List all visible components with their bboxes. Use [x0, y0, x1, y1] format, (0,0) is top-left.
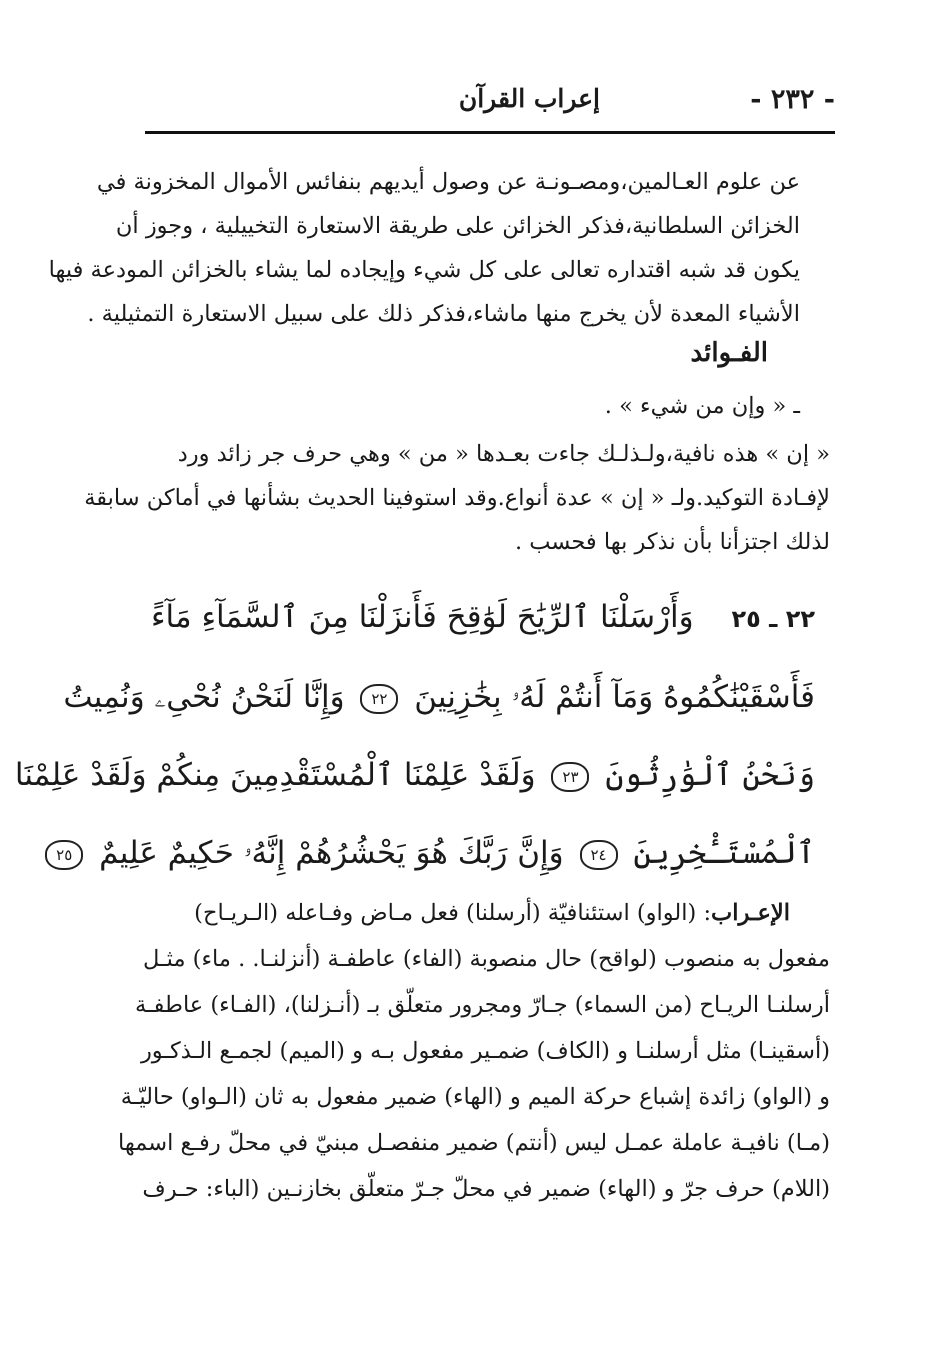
text-line: « إن » هذه نافية،ولـذلـك جاءت بعـدها « من » وهي حرف جر زائد ورد — [177, 441, 830, 467]
text-line: الأشياء المعدة لأن يخرج منها ماشاء،فذكر ذلك على سبيل الاستعارة التمثيلية . — [87, 301, 800, 327]
verse-text: فَأَسْقَيْنَٰكُمُوهُ وَمَآ أَنتُمْ لَهُۥ بِخَٰزِنِينَ — [414, 679, 815, 715]
intro-paragraph — [48, 160, 800, 336]
verse-text: وَإِنَّا لَنَحْنُ نُحْىِۦ وَنُمِيتُ — [63, 679, 345, 715]
text-line: (اللام) حرف جرّ و (الهاء) ضمير في محلّ جـرّ متعلّق بخازنـين (الباء: حـرف — [142, 1176, 830, 1202]
text-line: ـ « وإن من شيء » . — [604, 393, 800, 419]
text-line — [140, 890, 830, 936]
ayah-number-marker: ٢٤ — [580, 840, 618, 870]
text-line: (مـا) نافيـة عاملة عمـل ليس (أنتم) ضمير منفصـل مبنيّ في محلّ رفـع اسمها — [118, 1130, 830, 1156]
text-line: أرسلنـا الريـاح (من السماء) جـارّ ومجرور متعلّق بـ (أنـزلنا)، (الفـاء) عاطفـة — [135, 992, 830, 1018]
verse-text: وَنَحْنُ ٱلْوَٰرِثُونَ — [605, 757, 815, 793]
ayah-number-marker: ٢٢ — [360, 684, 398, 714]
irab-label: الإعـراب — [711, 900, 790, 926]
verse-line-1 — [150, 578, 815, 658]
text-line: الخزائن السلطانية،فذكر الخزائن على طريقة الاستعارة التخييلية ، وجوز أن — [115, 213, 800, 239]
text-line: يكون قد شبه اقتداره تعالى على كل شيء وإيجاده لما يشاء بالخزائن المودعة فيها — [48, 257, 800, 283]
running-title: إعراب القرآن — [458, 84, 600, 113]
quran-verse-block — [14, 578, 815, 892]
text-line: مفعول به منصوب (لواقح) حال منصوبة (الفاء) عاطفـة (أنزلنـا. . ماء) مثـل — [143, 946, 830, 972]
ayah-number-marker: ٢٥ — [45, 840, 83, 870]
header-rule — [145, 131, 835, 134]
note-paragraph — [84, 432, 830, 564]
verse-text: وَلَقَدْ عَلِمْنَا ٱلْمُسْتَقْدِمِينَ مِنكُمْ وَلَقَدْ عَلِمْنَا — [14, 757, 536, 793]
text-line: لإفـادة التوكيد.ولـ « إن » عدة أنواع.وقد استوفينا الحديث بشأنها في أماكن سابقة — [84, 485, 830, 511]
verse-line-2 — [63, 658, 815, 736]
text-line: (أسقينـا) مثل أرسلنـا و (الكاف) ضمـير مفعول بـه و (الميم) لجمـع الـذكـور — [140, 1038, 830, 1064]
verse-text: وَأَرْسَلْنَا ٱلرِّيَٰحَ لَوَٰقِحَ فَأَنزَلْنَا مِنَ ٱلسَّمَآءِ مَآءً — [150, 599, 694, 635]
verse-line-4 — [56, 814, 815, 892]
page-header — [145, 78, 835, 134]
page-number: - ٢٣٢ - — [750, 84, 835, 115]
text-line: و (الواو) زائدة إشباع حركة الميم و (الهاء) ضمير مفعول به ثان (الـواو) حاليّـة — [120, 1084, 830, 1110]
irab-text: : (الواو) استئنافيّة (أرسلنا) فعل مـاض وفـاعله (الـريـاح) — [194, 900, 712, 926]
text-line: لذلك اجتزأنا بأن نذكر بها فحسب . — [514, 529, 830, 555]
verse-text: ٱلْمُسْتَـْٔخِرِينَ — [633, 835, 815, 871]
ayah-number-marker: ٢٣ — [551, 762, 589, 792]
text-line: عن علوم العـالمين،ومصـونـة عن وصول أيديهم بنفائس الأموال المخزونة في — [96, 169, 800, 195]
verse-line-3 — [14, 736, 815, 814]
irab-paragraph — [118, 890, 830, 1212]
verse-text: وَإِنَّ رَبَّكَ هُوَ يَحْشُرُهُمْ إِنَّهُۥ حَكِيمٌ عَلِيمٌ — [99, 835, 564, 871]
verse-number: ٢٢ ـ ٢٥ — [731, 605, 815, 633]
fawaid-heading: الفـوائد — [690, 338, 768, 368]
bullet-line — [300, 384, 800, 428]
